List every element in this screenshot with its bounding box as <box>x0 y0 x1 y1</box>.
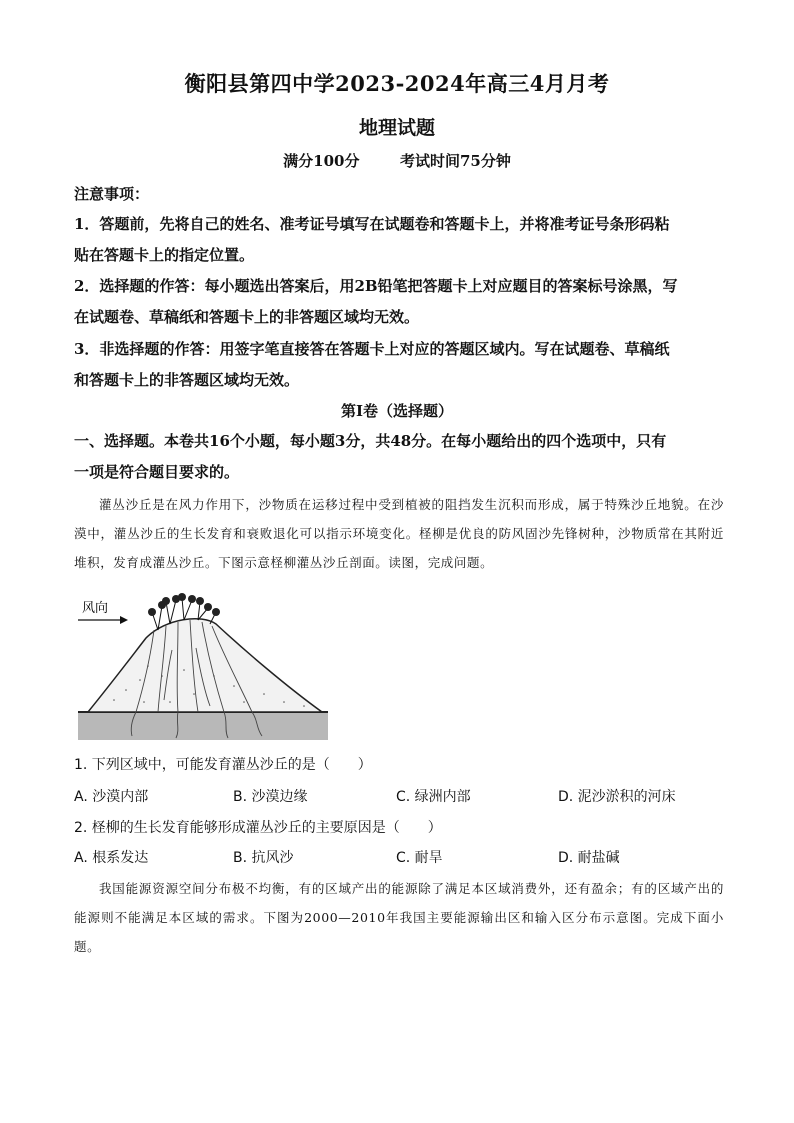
dune-profile-figure <box>74 590 330 742</box>
notice-item-3-line-1: 3．非选择题的作答：用签字笔直接答在答题卡上对应的答题区域内。写在试题卷、草稿纸 <box>74 340 670 358</box>
shrub-foliage <box>148 593 220 616</box>
exam-info <box>0 150 794 171</box>
question-2-option-a: A. 根系发达 <box>74 850 149 866</box>
notice-item-2-line-1: 2．选择题的作答：每小题选出答案后，用2B铅笔把答题卡上对应题目的答案标号涂黑，写 <box>74 277 678 295</box>
sand-dune <box>88 619 322 712</box>
wind-direction-arrow <box>78 601 128 624</box>
section-intro-line-2: 一项是符合题目要求的。 <box>74 463 240 481</box>
notice-item-1-line-2: 贴在答题卡上的指定位置。 <box>74 246 255 264</box>
subject-title: 地理试题 <box>358 117 435 139</box>
notice-item-1-line-1: 1．答题前，先将自己的姓名、准考证号填写在试题卷和答题卡上，并将准考证号条形码粘 <box>74 215 670 233</box>
ground-layer <box>78 712 328 740</box>
full-score: 满分100分 <box>283 152 360 170</box>
exam-time: 考试时间75分钟 <box>399 152 511 170</box>
question-1-option-a: A. 沙漠内部 <box>74 789 149 805</box>
question-1-stem: 1. 下列区域中，可能发育灌丛沙丘的是（ ） <box>74 757 372 773</box>
question-2-option-b: B. 抗风沙 <box>233 850 294 866</box>
notice-heading: 注意事项： <box>74 185 150 203</box>
section-title: 第Ⅰ卷（选择题） <box>340 402 454 420</box>
question-2-option-d: D. 耐盐碱 <box>558 850 620 866</box>
notice-item-3-line-2: 和答题卡上的非答题区域均无效。 <box>74 371 300 389</box>
question-1-option-d: D. 泥沙淤积的河床 <box>558 789 676 805</box>
passage-dune: 灌丛沙丘是在风力作用下，沙物质在运移过程中受到植被的阻挡发生沉积而形成，属于特殊沙丘地貌。在沙漠中，灌丛沙丘的生长发育和衰败退化可以指示环境变化。柽柳是优良的防风固沙先锋树种，沙物质常在其附近堆积，发育成灌丛沙丘。下图示意柽柳灌丛沙丘剖面。读图，完成问题。 <box>74 497 724 570</box>
question-2-option-c: C. 耐旱 <box>396 850 443 866</box>
page-title: 衡阳县第四中学2023-2024年高三4月月考 <box>184 71 610 96</box>
notice-item-2-line-2: 在试题卷、草稿纸和答题卡上的非答题区域均无效。 <box>74 308 420 326</box>
question-2-stem: 2. 柽柳的生长发育能够形成灌丛沙丘的主要原因是（ ） <box>74 820 442 836</box>
passage-energy: 我国能源资源空间分布极不均衡，有的区域产出的能源除了满足本区域消费外，还有盈余；有的区域产出的能源则不能满足本区域的需求。下图为2000—2010年我国主要能源输出区和输入区分布示意图。完成下面小题。 <box>74 881 724 954</box>
section-intro-line-1: 一、选择题。本卷共16个小题，每小题3分，共48分。在每小题给出的四个选项中，只有 <box>74 432 667 450</box>
wind-label: 风向 <box>82 601 109 616</box>
question-1-option-b: B. 沙漠边缘 <box>233 789 308 805</box>
question-1-option-c: C. 绿洲内部 <box>396 789 471 805</box>
